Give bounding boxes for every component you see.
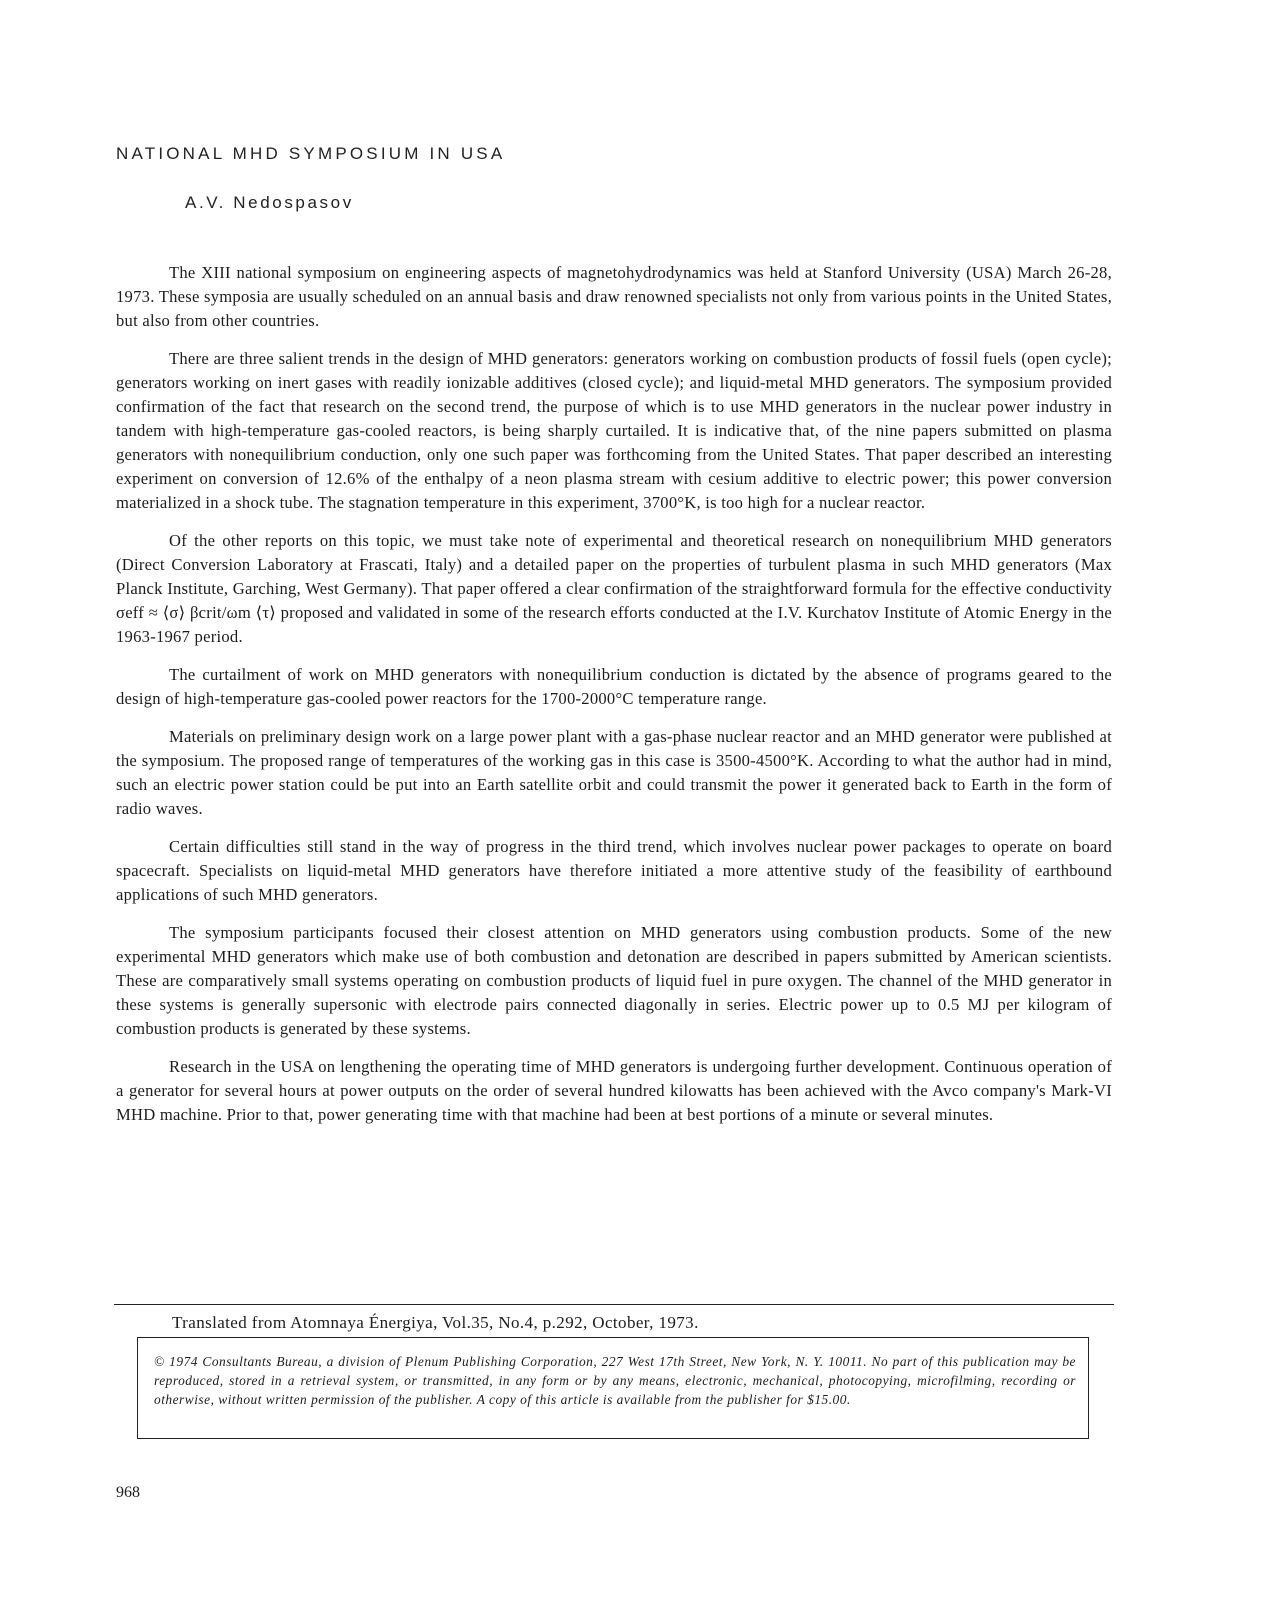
page-number: 968 — [116, 1484, 140, 1501]
paragraph-3: Of the other reports on this topic, we must take note of experimental and theoretical research on nonequilibrium MHD generators (Direct Conversion Laboratory at Frascati, Italy) and a detailed paper on the properties of turbulent plasma in such MHD generators (Max Planck Institute, Garching, West Germany). That paper offered a clear confirmation of the straightforward formula for the effective conductivity σeff ≈ ⟨σ⟩ βcrit/ωm ⟨τ⟩ proposed and validated in some of the research efforts conducted at the I.V. Kurchatov Institute of Atomic Energy in the 1963-1967 period. — [116, 531, 1112, 646]
article-title: NATIONAL MHD SYMPOSIUM IN USA — [116, 144, 506, 163]
paragraph-7: The symposium participants focused their closest attention on MHD generators using combustion products. Some of the new experimental MHD generators which make use of both combustion and detonation are described in papers submitted by American scientists. These are comparatively small systems operating on combustion products of liquid fuel in pure oxygen. The channel of the MHD generator in these systems is generally supersonic with electrode pairs connected diagonally in series. Electric power up to 0.5 MJ per kilogram of combustion products is generated by these systems. — [116, 923, 1112, 1038]
article-body — [116, 261, 1112, 1141]
paragraph-1: The XIII national symposium on engineering aspects of magnetohydrodynamics was held at Stanford University (USA) March 26-28, 1973. These symposia are usually scheduled on an annual basis and draw renowned specialists not only from various points in the United States, but also from other countries. — [116, 263, 1112, 330]
copyright-notice-box — [137, 1337, 1089, 1439]
paragraph-8: Research in the USA on lengthening the operating time of MHD generators is undergoing further development. Continuous operation of a generator for several hours at power outputs on the order of several hundred kilowatts has been achieved with the Avco company's Mark-VI MHD machine. Prior to that, power generating time with that machine had been at best portions of a minute or several minutes. — [116, 1057, 1112, 1124]
paragraph-4: The curtailment of work on MHD generators with nonequilibrium conduction is dictated by the absence of programs geared to the design of high-temperature gas-cooled power reactors for the 1700-2000°C temperature range. — [116, 665, 1112, 708]
footnote-divider — [114, 1304, 1114, 1305]
copyright-text: © 1974 Consultants Bureau, a division of Plenum Publishing Corporation, 227 West 17th Street, New York, N. Y. 10011. No part of this publication may be reproduced, stored in a retrieval system, or transmitted, in any form or by any means, electronic, mechanical, photocopying, microfilming, recording or otherwise, without written permission of the publisher. A copy of this article is available from the publisher for $15.00. — [154, 1354, 1076, 1407]
translation-source: Translated from Atomnaya Énergiya, Vol.35, No.4, p.292, October, 1973. — [172, 1313, 699, 1332]
paragraph-6: Certain difficulties still stand in the way of progress in the third trend, which involves nuclear power packages to operate on board spacecraft. Specialists on liquid-metal MHD generators have therefore initiated a more attentive study of the feasibility of earthbound applications of such MHD generators. — [116, 837, 1112, 904]
paragraph-5: Materials on preliminary design work on a large power plant with a gas-phase nuclear reactor and an MHD generator were published at the symposium. The proposed range of temperatures of the working gas in this case is 3500-4500°K. According to what the author had in mind, such an electric power station could be put into an Earth satellite orbit and could transmit the power it generated back to Earth in the form of radio waves. — [116, 727, 1112, 818]
article-author: A.V. Nedospasov — [185, 193, 354, 212]
paragraph-2: There are three salient trends in the design of MHD generators: generators working on combustion products of fossil fuels (open cycle); generators working on inert gases with readily ionizable additives (closed cycle); and liquid-metal MHD generators. The symposium provided confirmation of the fact that research on the second trend, the purpose of which is to use MHD generators in the nuclear power industry in tandem with high-temperature gas-cooled reactors, is being sharply curtailed. It is indicative that, of the nine papers submitted on plasma generators with nonequilibrium conduction, only one such paper was forthcoming from the United States. That paper described an interesting experiment on conversion of 12.6% of the enthalpy of a neon plasma stream with cesium additive to electric power; this power conversion materialized in a shock tube. The stagnation temperature in this experiment, 3700°K, is too high for a nuclear reactor. — [116, 349, 1112, 512]
